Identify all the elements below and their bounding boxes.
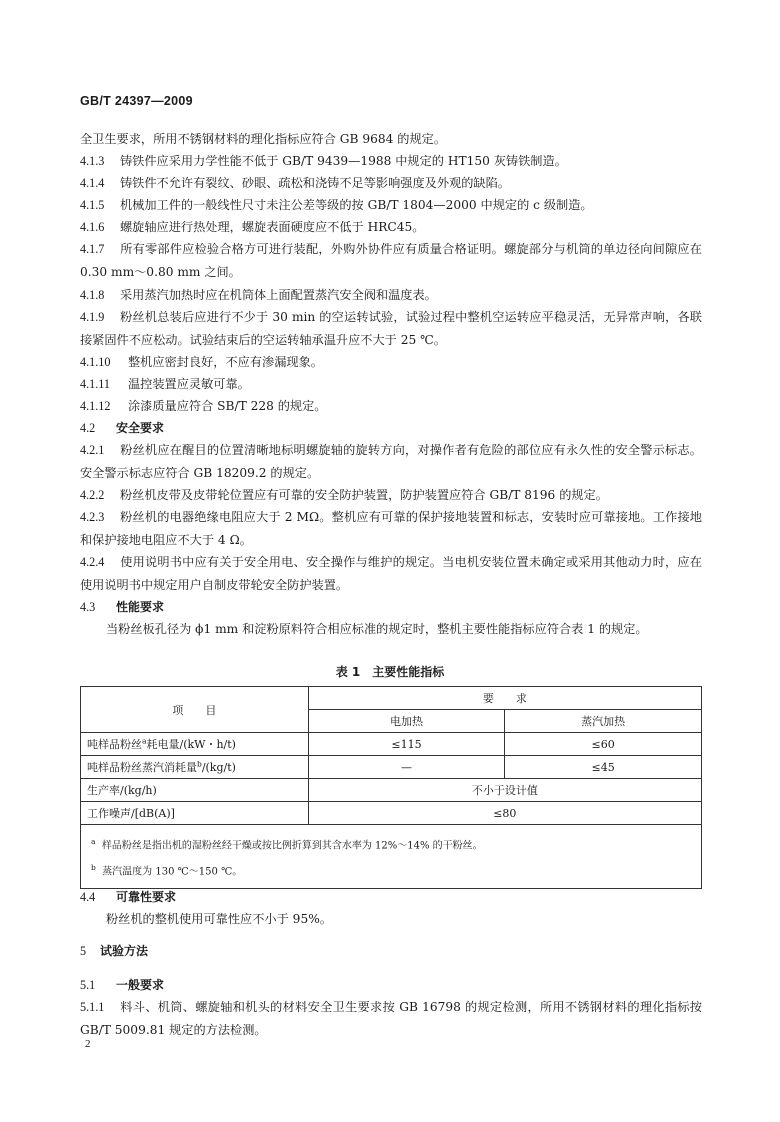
clause-text: 粉丝机应在醒目的位置清晰地标明螺旋轴的旋转方向，对操作者有危险的部位应有永久性的安全警示标志。安全警示标志应符合 GB 18209.2 的规定。 [80, 443, 702, 480]
clause-number: 4.1.3 [80, 154, 105, 168]
clause-4-1-9 [80, 306, 702, 351]
clause-4-1-4 [80, 172, 702, 194]
clause-4-1-10 [80, 351, 702, 373]
chapter-title: 试验方法 [100, 944, 149, 958]
standard-header: GB/T 24397—2009 [80, 94, 193, 108]
clause-text: 所有零部件应检验合格方可进行装配，外购外协件应有质量合格证明。螺旋部分与机筒的单边径向间隙应在 0.30 mm～0.80 mm 之间。 [80, 242, 702, 279]
clause-text: 使用说明书中应有关于安全用电、安全操作与维护的规定。当电机安装位置未确定或采用其他动力时，应在使用说明书中规定用户自制皮带轮安全防护装置。 [80, 555, 702, 592]
section-title: 性能要求 [116, 600, 165, 614]
paragraph-continuation: 全卫生要求，所用不锈钢材料的理化指标应符合 GB 9684 的规定。 [80, 132, 447, 146]
performance-table [80, 686, 702, 889]
footnote-b: $^b$ 蒸汽温度为 130 ℃～150 ℃。 [91, 863, 243, 878]
clause-text: 料斗、机筒、螺旋轴和机头的材料安全卫生要求按 GB 16798 的规定检测，所用不锈钢材料的理化指标按 GB/T 5009.81 规定的方法检测。 [80, 1000, 702, 1037]
clause-text: 铸铁件不允许有裂纹、砂眼、疏松和浇铸不足等影响强度及外观的缺陷。 [120, 176, 510, 190]
row-label: 吨样品粉丝蒸汽消耗量$^b$/(kg/t) [81, 756, 309, 779]
clause-number: 4.1.4 [80, 176, 105, 190]
cell-merged-value: ≤80 [308, 802, 701, 825]
section-number: 5.1 [80, 978, 96, 992]
row-label: 吨样品粉丝$^a$耗电量/(kW・h/t) [81, 733, 309, 756]
section-number: 4.2 [80, 421, 96, 435]
clause-5-1-1 [80, 996, 702, 1041]
cell-steam: ≤60 [505, 733, 702, 756]
clause-4-1-8 [80, 284, 702, 306]
cell-merged-value: 不小于设计值 [308, 779, 701, 802]
clause-text: 涂漆质量应符合 SB/T 228 的规定。 [128, 399, 327, 413]
section-title: 一般要求 [116, 978, 165, 992]
cell-steam: ≤45 [505, 756, 702, 779]
clause-number: 4.1.9 [80, 310, 105, 324]
row-label: 工作噪声/[dB(A)] [81, 802, 309, 825]
clause-number: 4.1.6 [80, 220, 105, 234]
clause-text: 粉丝机总装后应进行不少于 30 min 的空运转试验，试验过程中整机空运转应平稳灵活，无异常声响，各联接紧固件不应松动。试验结束后的空运转轴承温升应不大于 25 ℃。 [80, 310, 702, 347]
clause-4-2-1 [80, 439, 702, 484]
section-4-4-paragraph: 粉丝机的整机使用可靠性应不小于 95%。 [106, 912, 332, 926]
header-steam-heating: 蒸汽加热 [505, 710, 702, 733]
table-row [81, 756, 702, 779]
clause-text: 温控装置应灵敏可靠。 [128, 377, 250, 391]
table-notes-row [81, 825, 702, 889]
section-4-3-heading [80, 596, 702, 618]
clause-4-1-11 [80, 373, 702, 395]
clause-text: 粉丝机皮带及皮带轮位置应有可靠的安全防护装置，防护装置应符合 GB/T 8196 的规定。 [120, 488, 608, 502]
section-4-2-heading [80, 417, 702, 439]
section-number: 4.3 [80, 600, 96, 614]
clause-4-1-12 [80, 395, 702, 417]
clause-text: 铸铁件应采用力学性能不低于 GB/T 9439—1988 中规定的 HT150 灰铸铁制造。 [120, 154, 567, 168]
section-4-4-heading [80, 886, 702, 908]
clause-text: 采用蒸汽加热时应在机筒体上面配置蒸汽安全阀和温度表。 [120, 288, 437, 302]
page-number: 2 [85, 1038, 91, 1050]
header-electric-heating: 电加热 [308, 710, 505, 733]
clause-number: 5.1.1 [80, 1000, 105, 1014]
cell-electric: ≤115 [308, 733, 505, 756]
clause-4-2-2 [80, 484, 702, 506]
clause-number: 4.1.8 [80, 288, 105, 302]
section-4-3-paragraph: 当粉丝板孔径为 ϕ1 mm 和淀粉原料符合相应标准的规定时，整机主要性能指标应符合表 1 的规定。 [106, 622, 648, 636]
clause-text: 螺旋轴应进行热处理，螺旋表面硬度应不低于 HRC45。 [120, 220, 425, 234]
clause-number: 4.1.11 [80, 377, 111, 391]
clause-4-2-4 [80, 551, 702, 596]
clause-4-1-3 [80, 150, 702, 172]
section-title: 可靠性要求 [116, 890, 177, 904]
clause-text: 整机应密封良好，不应有渗漏现象。 [128, 355, 323, 369]
clause-4-1-7 [80, 238, 702, 283]
cell-electric: — [308, 756, 505, 779]
section-5-1-heading [80, 974, 702, 996]
clause-number: 4.1.12 [80, 399, 111, 413]
clause-number: 4.2.1 [80, 443, 105, 457]
clause-number: 4.2.3 [80, 510, 105, 524]
clause-number: 4.2.4 [80, 555, 105, 569]
chapter-5-heading [80, 940, 702, 962]
header-requirement: 要 求 [308, 687, 701, 710]
clause-text: 机械加工件的一般线性尺寸未注公差等级的按 GB/T 1804—2000 中规定的 c 级制造。 [120, 198, 593, 212]
clause-4-2-3 [80, 506, 702, 551]
row-label: 生产率/(kg/h) [81, 779, 309, 802]
table-row [81, 802, 702, 825]
table-row [81, 779, 702, 802]
clause-number: 4.1.10 [80, 355, 111, 369]
clause-number: 4.2.2 [80, 488, 105, 502]
table-notes [81, 825, 702, 889]
table-row [81, 733, 702, 756]
table-caption: 表 1 主要性能指标 [335, 665, 445, 679]
chapter-number: 5 [80, 944, 87, 958]
clause-number: 4.1.5 [80, 198, 105, 212]
clause-number: 4.1.7 [80, 242, 105, 256]
header-item: 项 目 [81, 687, 309, 733]
section-title: 安全要求 [116, 421, 165, 435]
clause-4-1-5 [80, 194, 702, 216]
section-number: 4.4 [80, 890, 96, 904]
footnote-a: $^a$ 样品粉丝是指出机的湿粉丝经干燥或按比例折算到其含水率为 12%～14% 的干粉丝。 [91, 837, 483, 852]
clause-text: 粉丝机的电器绝缘电阻应大于 2 MΩ。整机应有可靠的保护接地装置和标志，安装时应可靠接地。工作接地和保护接地电阻应不大于 4 Ω。 [80, 510, 702, 547]
clause-4-1-6 [80, 216, 702, 238]
